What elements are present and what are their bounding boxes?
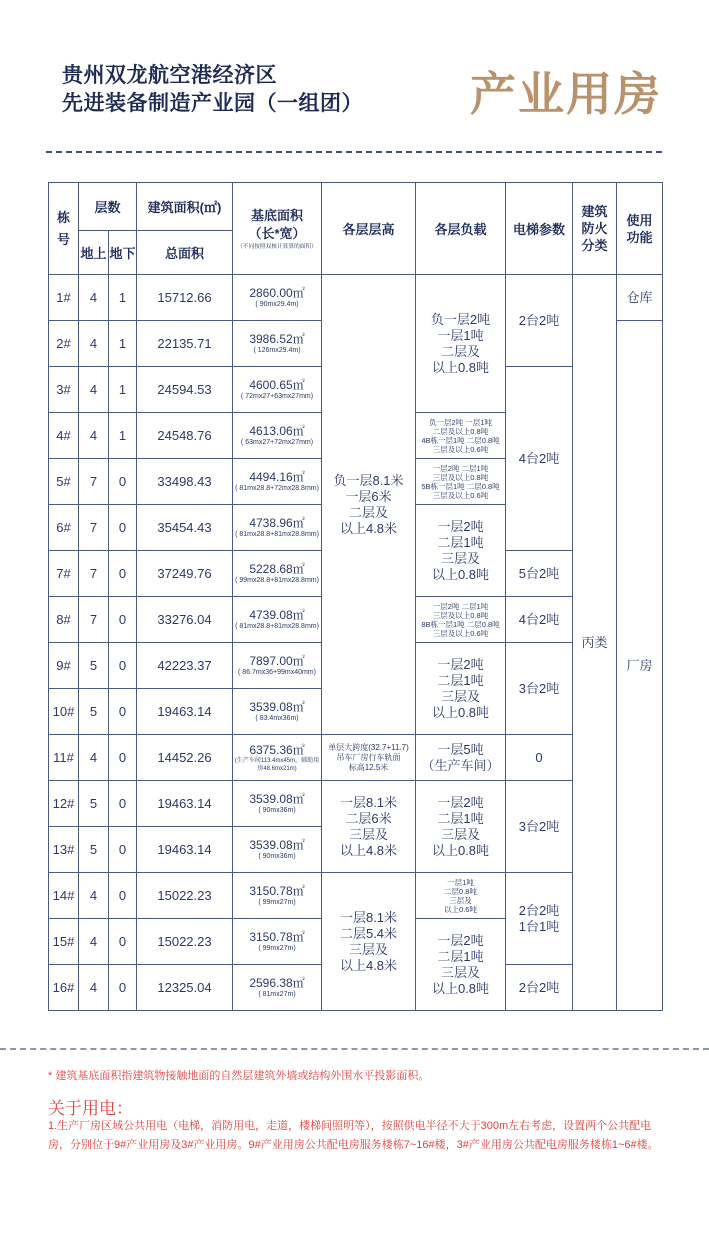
total-area: 19463.14 bbox=[137, 827, 233, 873]
header-building: 栋号 bbox=[49, 183, 79, 275]
building-id: 13# bbox=[49, 827, 79, 873]
base-area: 3150.78㎡ ( 99mx27m) bbox=[233, 873, 322, 919]
header-above: 地上 bbox=[79, 231, 109, 275]
floors-above: 5 bbox=[79, 643, 109, 689]
base-area: 3539.08㎡ ( 90mx36m) bbox=[233, 781, 322, 827]
elevator-7: 5台2吨 bbox=[506, 551, 573, 597]
total-area: 33276.04 bbox=[137, 597, 233, 643]
building-spec-table bbox=[48, 182, 663, 1011]
park-name-line1: 贵州双龙航空港经济区 bbox=[62, 64, 277, 87]
floors-above: 4 bbox=[79, 413, 109, 459]
floors-above: 4 bbox=[79, 367, 109, 413]
building-id: 11# bbox=[49, 735, 79, 781]
building-id: 12# bbox=[49, 781, 79, 827]
floors-below: 0 bbox=[109, 919, 137, 965]
floors-below: 0 bbox=[109, 735, 137, 781]
floors-below: 0 bbox=[109, 689, 137, 735]
floor-load-14: 一层1吨 二层0.8吨 三层及 以上0.6吨 bbox=[416, 873, 506, 919]
power-section-text: 1.生产厂房区域公共用电（电梯，消防用电，走道，楼梯间照明等），按照供电半径不大于300m左右考虑，设置两个公共配电房，分别位于9#产业用房及3#产业用房。9#产业用房公共配电房服务楼栋7~16#楼，3#产业用房公共配电房服务楼栋1~6#楼。 bbox=[48, 1120, 659, 1151]
header-gfa: 建筑面积(㎡) bbox=[137, 183, 233, 231]
total-area: 37249.76 bbox=[137, 551, 233, 597]
floors-below: 0 bbox=[109, 827, 137, 873]
base-area: 3539.08㎡ ( 90mx36m) bbox=[233, 827, 322, 873]
floors-below: 1 bbox=[109, 275, 137, 321]
elevator-group-1: 2台2吨 bbox=[506, 275, 573, 367]
building-id: 16# bbox=[49, 965, 79, 1011]
building-id: 3# bbox=[49, 367, 79, 413]
total-area: 24548.76 bbox=[137, 413, 233, 459]
base-area: 3150.78㎡ ( 99mx27m) bbox=[233, 919, 322, 965]
floors-below: 0 bbox=[109, 459, 137, 505]
total-area: 14452.26 bbox=[137, 735, 233, 781]
elevator-11: 0 bbox=[506, 735, 573, 781]
total-area: 15022.23 bbox=[137, 919, 233, 965]
base-area: 4494.16㎡ ( 81mx28.8+72mx28.8mm) bbox=[233, 459, 322, 505]
header-elevator: 电梯参数 bbox=[506, 183, 573, 275]
building-id: 7# bbox=[49, 551, 79, 597]
table-row bbox=[49, 781, 663, 827]
base-area: 2860.00㎡ ( 90mx29.4m) bbox=[233, 275, 322, 321]
floor-load-group-1: 负一层2吨 一层1吨 二层及 以上0.8吨 bbox=[416, 275, 506, 413]
building-id: 9# bbox=[49, 643, 79, 689]
floors-below: 1 bbox=[109, 367, 137, 413]
total-area: 22135.71 bbox=[137, 321, 233, 367]
floors-above: 5 bbox=[79, 689, 109, 735]
base-area: 7897.00㎡ ( 86.7mx36+99mx40mm) bbox=[233, 643, 322, 689]
floors-above: 4 bbox=[79, 735, 109, 781]
base-area: 4738.96㎡ ( 81mx28.8+81mx28.8mm) bbox=[233, 505, 322, 551]
header-total-area: 总面积 bbox=[137, 231, 233, 275]
header-fire-class: 建筑防火分类 bbox=[573, 183, 617, 275]
floors-above: 4 bbox=[79, 873, 109, 919]
floor-load-group-15: 一层2吨 二层1吨 三层及 以上0.8吨 bbox=[416, 919, 506, 1011]
floors-below: 0 bbox=[109, 551, 137, 597]
floor-load-5: 一层2吨 二层1吨 三层及以上0.8吨 5B栋一层1吨 二层0.8吨 三层及以上0.6吨 bbox=[416, 459, 506, 505]
table-row bbox=[49, 735, 663, 781]
elevator-group-12: 3台2吨 bbox=[506, 781, 573, 873]
floors-below: 0 bbox=[109, 597, 137, 643]
total-area: 19463.14 bbox=[137, 689, 233, 735]
page-header bbox=[62, 62, 682, 132]
header-floor-load: 各层负载 bbox=[416, 183, 506, 275]
total-area: 33498.43 bbox=[137, 459, 233, 505]
base-area: 6375.36㎡ (生产车间113.4mx45m，辅助用房48.6mx21m) bbox=[233, 735, 322, 781]
floors-below: 0 bbox=[109, 505, 137, 551]
floors-below: 0 bbox=[109, 781, 137, 827]
floors-above: 7 bbox=[79, 459, 109, 505]
usage-factory: 厂房 bbox=[617, 321, 663, 1011]
power-section-title: 关于用电： bbox=[48, 1099, 133, 1118]
building-id: 6# bbox=[49, 505, 79, 551]
base-area: 4613.06㎡ ( 63mx27+72mx27mm) bbox=[233, 413, 322, 459]
header-below: 地下 bbox=[109, 231, 137, 275]
total-area: 15712.66 bbox=[137, 275, 233, 321]
elevator-group-9: 3台2吨 bbox=[506, 643, 573, 735]
floors-above: 4 bbox=[79, 321, 109, 367]
total-area: 24594.53 bbox=[137, 367, 233, 413]
table-row bbox=[49, 275, 663, 321]
floors-above: 4 bbox=[79, 275, 109, 321]
top-divider bbox=[46, 151, 662, 153]
building-id: 8# bbox=[49, 597, 79, 643]
total-area: 12325.04 bbox=[137, 965, 233, 1011]
floors-above: 5 bbox=[79, 827, 109, 873]
floor-load-group-12: 一层2吨 二层1吨 三层及 以上0.8吨 bbox=[416, 781, 506, 873]
base-area: 5228.68㎡ ( 99mx28.8+81mx28.8mm) bbox=[233, 551, 322, 597]
total-area: 42223.37 bbox=[137, 643, 233, 689]
floors-below: 1 bbox=[109, 413, 137, 459]
floors-above: 4 bbox=[79, 965, 109, 1011]
building-id: 14# bbox=[49, 873, 79, 919]
page-title: 产业用房 bbox=[470, 68, 662, 120]
floors-above: 5 bbox=[79, 781, 109, 827]
building-id: 5# bbox=[49, 459, 79, 505]
floors-above: 4 bbox=[79, 919, 109, 965]
base-area: 3539.08㎡ ( 83.4mx36m) bbox=[233, 689, 322, 735]
floors-below: 0 bbox=[109, 643, 137, 689]
floor-load-group-6: 一层2吨 二层1吨 三层及 以上0.8吨 bbox=[416, 505, 506, 597]
floors-below: 1 bbox=[109, 321, 137, 367]
elevator-group-14: 2台2吨 1台1吨 bbox=[506, 873, 573, 965]
header-base-area: 基底面积（长*宽） （不同按照双核计算算的面积） bbox=[233, 183, 322, 275]
elevator-8: 4台2吨 bbox=[506, 597, 573, 643]
floor-load-11: 一层5吨 （生产车间） bbox=[416, 735, 506, 781]
total-area: 15022.23 bbox=[137, 873, 233, 919]
elevator-16: 2台2吨 bbox=[506, 965, 573, 1011]
floor-height-11: 单层大跨度(32.7+11.7) 吊车厂房行车轨面 标高12.5米 bbox=[322, 735, 416, 781]
fire-class: 丙类 bbox=[573, 275, 617, 1011]
floors-below: 0 bbox=[109, 965, 137, 1011]
floor-load-4: 负一层2吨 一层1吨 二层及以上0.8吨 4B栋一层1吨 二层0.8吨 三层及以上0.6吨 bbox=[416, 413, 506, 459]
base-area: 4600.65㎡ ( 72mx27+63mx27mm) bbox=[233, 367, 322, 413]
table-row bbox=[49, 873, 663, 919]
building-id: 4# bbox=[49, 413, 79, 459]
building-id: 15# bbox=[49, 919, 79, 965]
floors-above: 7 bbox=[79, 597, 109, 643]
elevator-group-3: 4台2吨 bbox=[506, 367, 573, 551]
header-floors: 层数 bbox=[79, 183, 137, 231]
total-area: 19463.14 bbox=[137, 781, 233, 827]
floors-below: 0 bbox=[109, 873, 137, 919]
base-area: 2596.38㎡ ( 81mx27m) bbox=[233, 965, 322, 1011]
usage-warehouse: 仓库 bbox=[617, 275, 663, 321]
floor-load-8: 一层2吨 二层1吨 三层及以上0.8吨 8B栋一层1吨 二层0.8吨 三层及以上0.6吨 bbox=[416, 597, 506, 643]
floor-height-group-12: 一层8.1米 二层6米 三层及 以上4.8米 bbox=[322, 781, 416, 873]
building-id: 2# bbox=[49, 321, 79, 367]
footnote: * 建筑基底面积指建筑物接触地面的自然层建筑外墙或结构外围水平投影面积。 bbox=[48, 1070, 430, 1082]
total-area: 35454.43 bbox=[137, 505, 233, 551]
header-floor-height: 各层层高 bbox=[322, 183, 416, 275]
base-area: 3986.52㎡ ( 126mx29.4m) bbox=[233, 321, 322, 367]
park-name-line2: 先进装备制造产业园（一组团） bbox=[62, 92, 363, 115]
floors-above: 7 bbox=[79, 551, 109, 597]
floor-load-group-9: 一层2吨 二层1吨 三层及 以上0.8吨 bbox=[416, 643, 506, 735]
bottom-divider bbox=[0, 1048, 709, 1050]
floor-height-group-14: 一层8.1米 二层5.4米 三层及 以上4.8米 bbox=[322, 873, 416, 1011]
floors-above: 7 bbox=[79, 505, 109, 551]
building-id: 10# bbox=[49, 689, 79, 735]
base-area: 4739.08㎡ ( 81mx28.8+81mx28.8mm) bbox=[233, 597, 322, 643]
header-usage: 使用功能 bbox=[617, 183, 663, 275]
floor-height-group-1: 负一层8.1米 一层6米 二层及 以上4.8米 bbox=[322, 275, 416, 735]
building-id: 1# bbox=[49, 275, 79, 321]
